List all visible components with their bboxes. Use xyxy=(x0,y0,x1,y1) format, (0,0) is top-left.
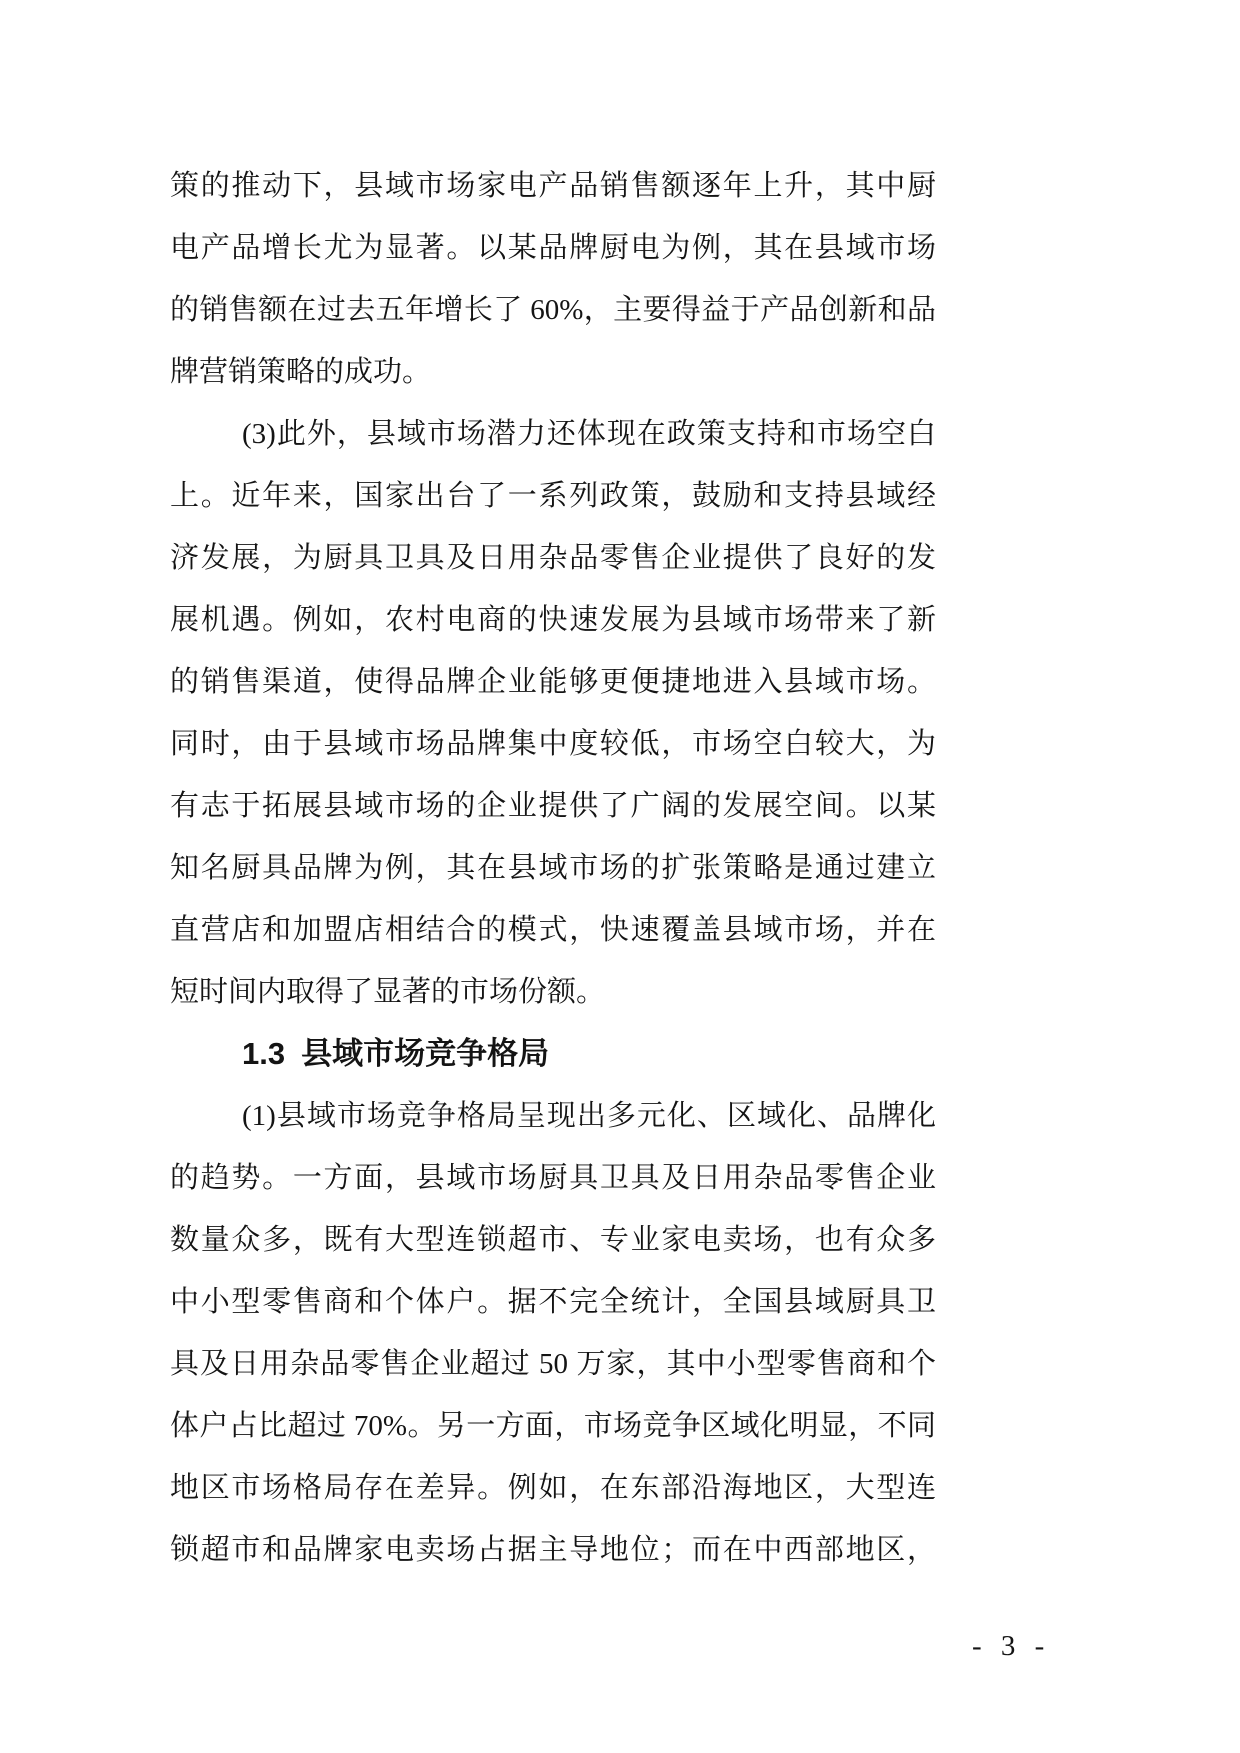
text-line: 同时，由于县域市场品牌集中度较低，市场空白较大，为 xyxy=(170,728,936,760)
text-line: 上。近年来，国家出台了一系列政策，鼓励和支持县域经 xyxy=(170,480,936,512)
text-line: 具及日用杂品零售企业超过 50 万家，其中小型零售商和个 xyxy=(170,1348,936,1380)
paragraph-end-line: 牌营销策略的成功。 xyxy=(170,356,432,388)
text-line: 体户占比超过 70%。另一方面，市场竞争区域化明显，不同 xyxy=(170,1410,936,1442)
text-line: 电产品增长尤为显著。以某品牌厨电为例，其在县域市场 xyxy=(170,232,936,264)
paragraph-end-line: 短时间内取得了显著的市场份额。 xyxy=(170,976,606,1008)
section-heading-number: 1.3 xyxy=(242,1036,286,1071)
text-line: 知名厨具品牌为例，其在县域市场的扩张策略是通过建立 xyxy=(170,852,936,884)
text-line: 地区市场格局存在差异。例如，在东部沿海地区，大型连 xyxy=(170,1472,936,1504)
text-line: 策的推动下，县域市场家电产品销售额逐年上升，其中厨 xyxy=(170,170,936,202)
text-line: 锁超市和品牌家电卖场占据主导地位；而在中西部地区， xyxy=(170,1534,936,1566)
paragraph-start-line: (1)县域市场竞争格局呈现出多元化、区域化、品牌化 xyxy=(242,1100,936,1132)
text-line: 济发展，为厨具卫具及日用杂品零售企业提供了良好的发 xyxy=(170,542,936,574)
text-line: 中小型零售商和个体户。据不完全统计，全国县域厨具卫 xyxy=(170,1286,936,1318)
section-heading xyxy=(170,1023,936,1085)
document-body xyxy=(170,155,936,1581)
text-line: 有志于拓展县域市场的企业提供了广阔的发展空间。以某 xyxy=(170,790,936,822)
text-line: 直营店和加盟店相结合的模式，快速覆盖县域市场，并在 xyxy=(170,914,936,946)
text-line: 的销售额在过去五年增长了 60%，主要得益于产品创新和品 xyxy=(170,294,936,326)
paragraph-start-line: (3)此外，县域市场潜力还体现在政策支持和市场空白 xyxy=(242,418,936,450)
section-heading-title: 县域市场竞争格局 xyxy=(301,1036,550,1071)
text-line: 数量众多，既有大型连锁超市、专业家电卖场，也有众多 xyxy=(170,1224,936,1256)
text-line: 的趋势。一方面，县域市场厨具卫具及日用杂品零售企业 xyxy=(170,1162,936,1194)
text-line: 展机遇。例如，农村电商的快速发展为县域市场带来了新 xyxy=(170,604,936,636)
page-number: - 3 - xyxy=(972,1630,1051,1662)
text-line: 的销售渠道，使得品牌企业能够更便捷地进入县域市场。 xyxy=(170,666,936,698)
